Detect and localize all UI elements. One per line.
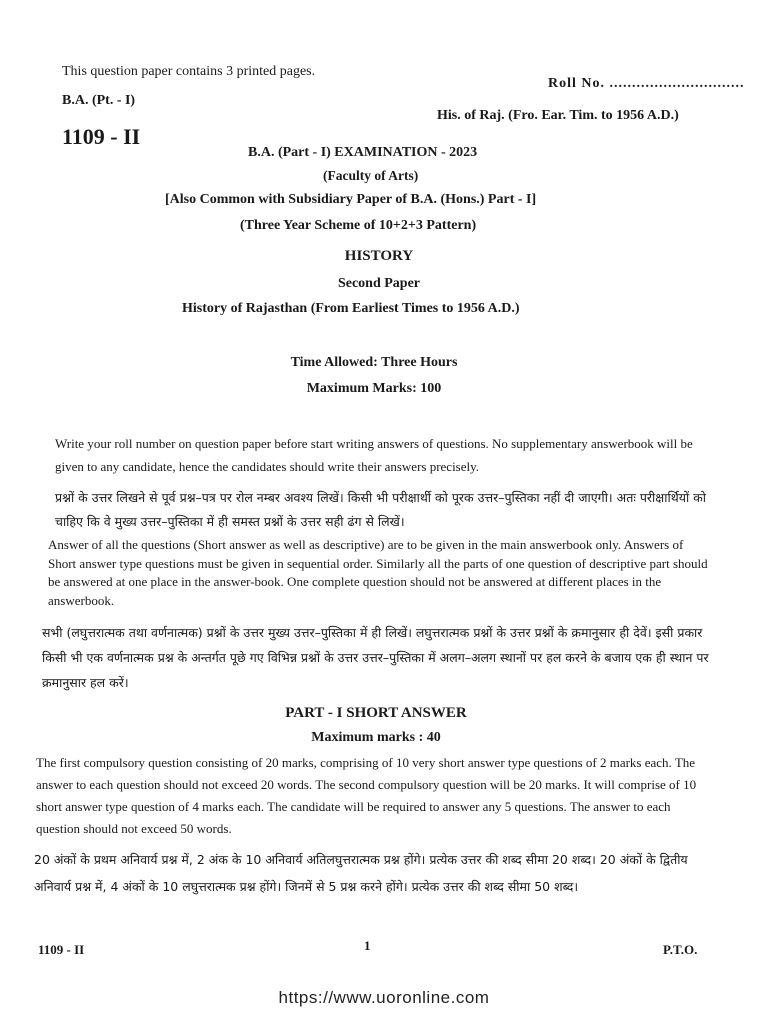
subject-heading: HISTORY (344, 248, 414, 264)
pages-note: This question paper contains 3 printed pages. (62, 64, 316, 79)
paper-title: History of Rajasthan (From Earliest Times to 1956 A.D.) (182, 301, 520, 316)
instruction-english-2: Answer of all the questions (Short answer as well as descriptive) are to be given in the main answerbook only. Answers of Short answer type questions must be given in sequential order. Similarly all the parts of one question of descriptive part should be answered at one place in the answer-book. One complete question should not be answered at different places in the answerbook. (48, 537, 708, 608)
time-allowed: Time Allowed: Three Hours (290, 355, 458, 370)
class-label: B.A. (Pt. - I) (62, 93, 136, 108)
part-one-english: The first compulsory question consisting of 20 marks, comprising of 10 very short answer type questions of 2 marks each. The answer to each question should not exceed 20 words. The second compulsory question will be 20 marks. It will comprise of 10 short answer type question of 4 marks each. The candidate will be required to answer any 5 questions. The answer to each question should not exceed 50 words. (36, 755, 697, 836)
pto-label: P.T.O. (663, 942, 698, 957)
paper-code: 1109 - II (62, 124, 141, 149)
exam-title: B.A. (Part - I) EXAMINATION - 2023 (248, 145, 478, 160)
part-one-marks: Maximum marks : 40 (311, 730, 441, 745)
scheme-label: (Three Year Scheme of 10+2+3 Pattern) (240, 218, 477, 233)
instruction-hindi-1: प्रश्नों के उत्तर लिखने से पूर्व प्रश्न–पत्र पर रोल नम्बर अवश्य लिखें। किसी भी परीक्षार्थी को पूरक उत्तर–पुस्तिका नहीं दी जाएगी। अतः परीक्षार्थियों को चाहिए कि वे मुख्य उत्तर–पुस्तिका में ही समस्त प्रश्नों के उत्तर सही ढंग से लिखें। (55, 490, 706, 529)
instruction-hindi-2: सभी (लघुत्तरात्मक तथा वर्णनात्मक) प्रश्नों के उत्तर मुख्य उत्तर–पुस्तिका में ही लिखें। लघुत्तरात्मक प्रश्नों के उत्तर प्रश्नों के क्रमानुसार ही देवें। इसी प्रकार किसी भी एक वर्णनात्मक प्रश्न के अन्तर्गत पूछे गए विभिन्न प्रश्नों के उत्तर उत्तर–पुस्तिका में अलग–अलग स्थानों पर हल करने के बजाय एक ही स्थान पर क्रमानुसार हल करें। (42, 625, 709, 690)
part-one-hindi: 20 अंकों के प्रथम अनिवार्य प्रश्न में, 2 अंक के 10 अनिवार्य अतिलघुत्तरात्मक प्रश्न होंगे। प्रत्येक उत्तर की शब्द सीमा 20 शब्द। 20 अंकों के द्वितीय अनिवार्य प्रश्न में, 4 अंकों के 10 लघुत्तरात्मक प्रश्न होंगे। जिनमें से 5 प्रश्न करने होंगे। प्रत्येक उत्तर की शब्द सीमा 50 शब्द। (34, 852, 688, 894)
roll-number-field: Roll No. .............................. (548, 76, 745, 91)
faculty-label: (Faculty of Arts) (323, 168, 419, 183)
instruction-english-1: Write your roll number on question paper before start writing answers of questions. No supplementary answerbook will be given to any candidate, hence the candidates should write their answers precisely. (55, 436, 693, 474)
footer-paper-code: 1109 - II (38, 942, 85, 957)
maximum-marks: Maximum Marks: 100 (306, 381, 442, 396)
paper-number: Second Paper (337, 276, 421, 291)
subject-short-title: His. of Raj. (Fro. Ear. Tim. to 1956 A.D.) (437, 108, 679, 123)
page-number: 1 (364, 938, 371, 953)
common-subsidiary-note: [Also Common with Subsidiary Paper of B.A. (Hons.) Part - I] (165, 192, 537, 207)
part-one-heading: PART - I SHORT ANSWER (285, 705, 467, 721)
source-url: https://www.uoronline.com (278, 988, 490, 1007)
